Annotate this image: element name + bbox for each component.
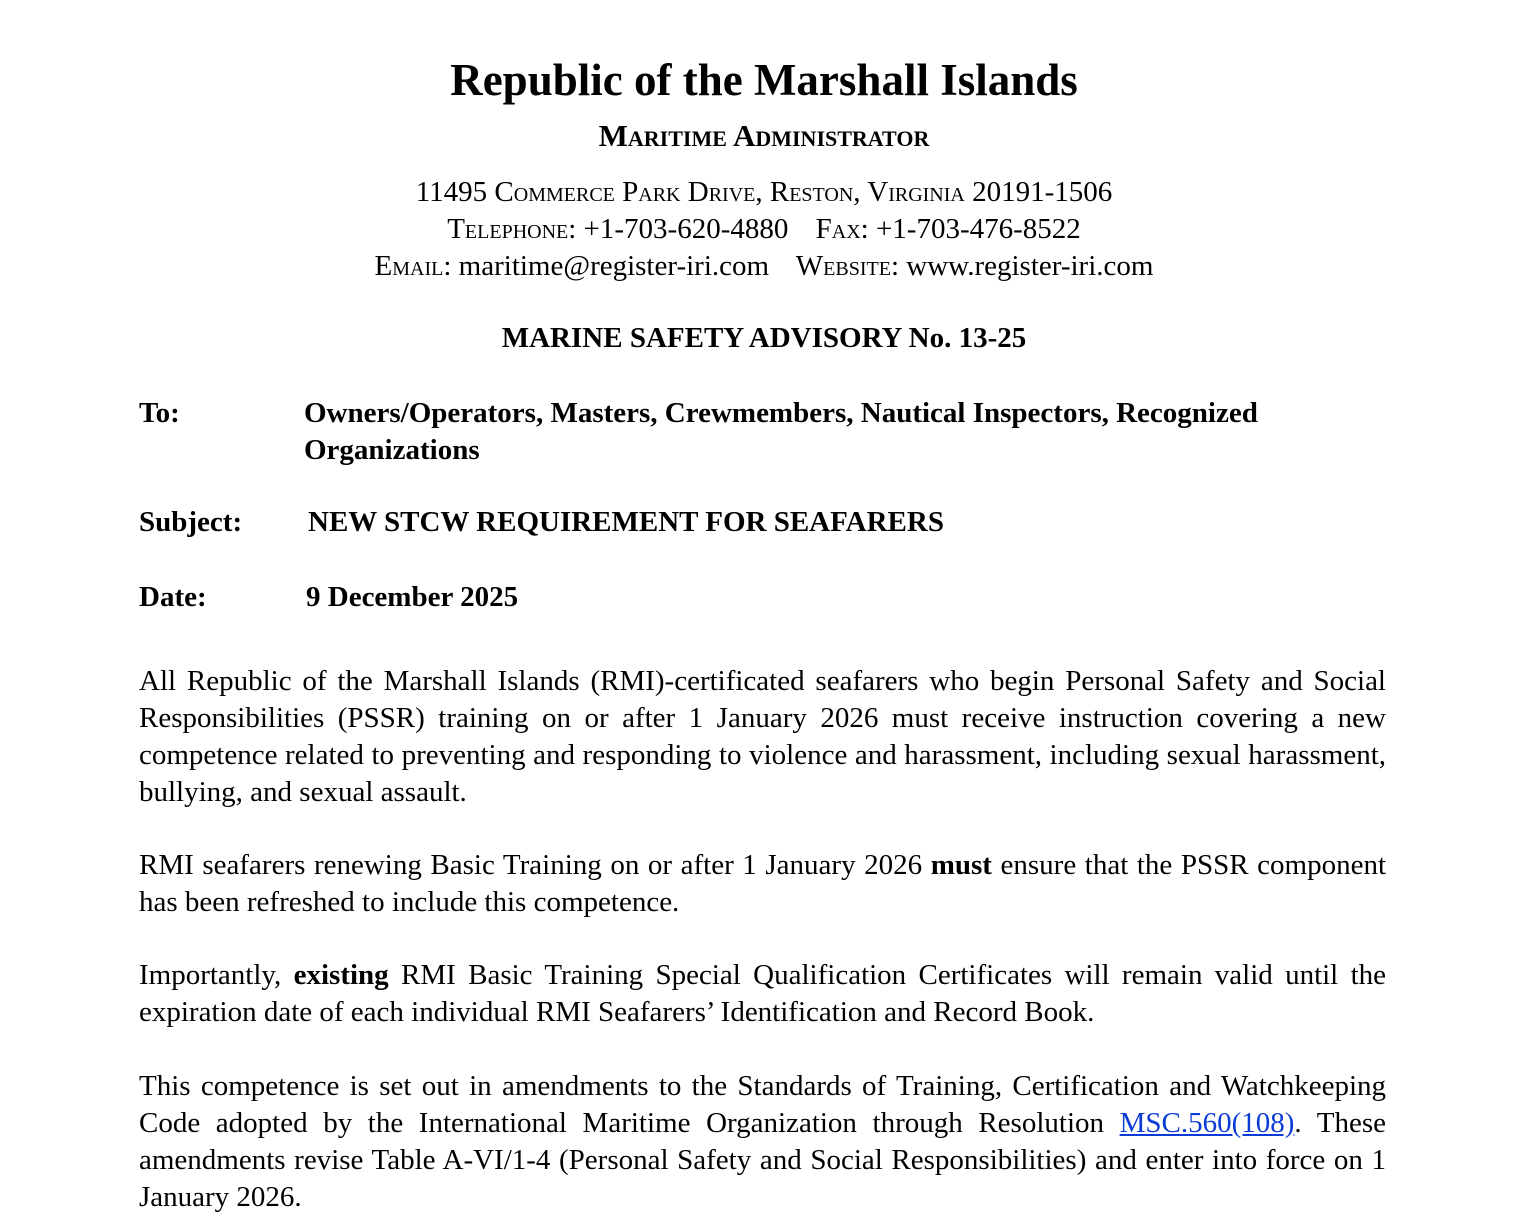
fax-number: +1-703-476-8522 — [875, 213, 1081, 245]
administrator-title: Maritime Administrator — [598, 118, 930, 153]
subject-value: NEW STCW REQUIREMENT FOR SEAFARERS — [308, 506, 944, 538]
subject-label: Subject: — [139, 506, 243, 538]
address-line: 11495 Commerce Park Drive, Reston, Virginia 20191-1506 — [415, 176, 1113, 208]
resolution-link[interactable]: MSC.560(108) — [1119, 1107, 1295, 1139]
contact-phone-fax-line — [0, 211, 1528, 247]
website-label: Website: — [795, 250, 899, 282]
p4-text-end: . These amendments revise Table A-VI/1-4 (Personal Safety and Social Responsibilities) and enter into force on 1 January 2026. — [139, 1107, 1386, 1213]
body-paragraph-1: All Republic of the Marshall Islands (RMI)-certificated seafarers who begin Personal Safety and Social Responsibilities (PSSR) training on or after 1 January 2026 must receive instruction covering a new competence related to preventing and responding to violence and harassment, including sexual harassment, bullying, and sexual assault. — [139, 665, 1386, 808]
p2-text-end: ensure that the PSSR component has been refreshed to include this competence. — [139, 849, 1387, 918]
advisory-title: MARINE SAFETY ADVISORY No. 13-25 — [501, 322, 1027, 354]
body-paragraph-4 — [139, 1068, 1386, 1216]
p2-emphasis-must: must — [930, 849, 992, 881]
p3-text-end: RMI Basic Training Special Qualification Certificates will remain valid until the expiration date of each individual RMI Seafarers’ Identification and Record Book. — [139, 959, 1386, 1028]
telephone-number: +1-703-620-4880 — [583, 213, 789, 245]
p3-text-start: Importantly, — [139, 959, 294, 991]
p4-text-start: This competence is set out in amendments to the Standards of Training, Certification and Watchkeeping Code adopted by the International Maritime Organization through Resolution — [139, 1070, 1386, 1139]
p2-text-start: RMI seafarers renewing Basic Training on or after 1 January 2026 — [139, 849, 931, 881]
organization-title: Republic of the Marshall Islands — [450, 55, 1078, 105]
to-label: To: — [139, 397, 180, 429]
to-value: Owners/Operators, Masters, Crewmembers, Nautical Inspectors, Recognized Organizations — [304, 397, 1258, 466]
date-value: 9 December 2025 — [306, 581, 519, 613]
date-label: Date: — [139, 581, 207, 613]
contact-email-website-line — [0, 248, 1528, 284]
body-paragraph-2 — [139, 847, 1386, 921]
fax-label: Fax: — [815, 213, 869, 245]
body-paragraph-3 — [139, 957, 1386, 1031]
email-address: maritime@register-iri.com — [458, 250, 770, 282]
website-address: www.register-iri.com — [906, 250, 1154, 282]
p3-emphasis-existing: existing — [293, 959, 389, 991]
email-label: Email: — [374, 250, 452, 282]
telephone-label: Telephone: — [447, 213, 577, 245]
